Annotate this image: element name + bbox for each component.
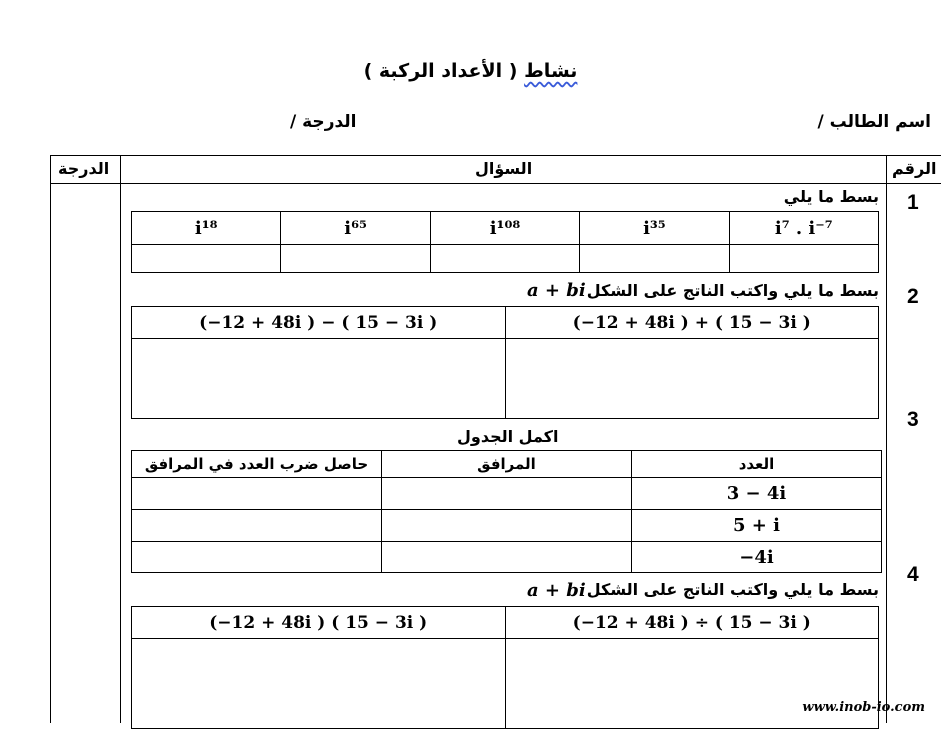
question-number-4: 4 [907,563,919,586]
student-name-label: اسم الطالب / [817,112,931,132]
q4-item-2: (−12 + 48i ) ( 15 − 3i ) [132,607,506,639]
title-activity-word: نشاط [524,60,578,82]
q3-header-number: العدد [632,451,882,478]
q3-table [131,450,882,573]
q3-header-result: حاصل ضرب العدد في المرافق [132,451,382,478]
q1-item-5: i¹⁸ [132,212,281,245]
question-number-2: 2 [907,285,919,308]
frame-number-divider [886,155,887,723]
q4-prompt: بسط ما يلي واكتب الناتج على الشكل [586,580,879,599]
q3-conjugate-cell[interactable] [382,542,632,573]
q4-form: a + bi [527,580,586,601]
q1-answer-cell[interactable] [430,245,579,273]
q3-number-1: 3 − 4i [632,478,882,510]
column-header-question: السؤال [475,159,533,178]
frame-left [50,155,51,723]
title-topic: ( الأعداد الركبة ) [363,60,525,82]
q1-item-4: i⁶⁵ [281,212,430,245]
grade-label: الدرجة / [290,112,357,132]
q2-table [131,306,879,419]
q3-conjugate-cell[interactable] [382,478,632,510]
page-title [0,60,941,82]
q1-answer-cell[interactable] [729,245,878,273]
q1-answer-cell[interactable] [132,245,281,273]
q4-table [131,606,879,729]
q4-answer-cell[interactable] [132,639,506,729]
q2-answer-cell[interactable] [132,339,506,419]
q3-result-cell[interactable] [132,510,382,542]
q1-prompt: بسط ما يلي [783,187,879,206]
q2-item-1: (−12 + 48i ) + ( 15 − 3i ) [505,307,879,339]
q1-table [131,211,879,273]
q4-item-1: (−12 + 48i ) ÷ ( 15 − 3i ) [505,607,879,639]
frame-top [50,155,941,156]
q2-answer-cell[interactable] [505,339,879,419]
q4-answer-cell[interactable] [505,639,879,729]
q2-form: a + bi [527,280,586,301]
q2-prompt: بسط ما يلي واكتب الناتج على الشكل [586,281,879,300]
q3-result-cell[interactable] [132,478,382,510]
q1-item-1: i⁷ . i⁻⁷ [729,212,878,245]
q3-number-3: −4i [632,542,882,573]
q3-conjugate-cell[interactable] [382,510,632,542]
column-header-grade: الدرجة [58,159,110,178]
column-header-number: الرقم [892,159,937,178]
q3-result-cell[interactable] [132,542,382,573]
frame-header-bottom [50,183,941,184]
q1-item-2: i³⁵ [580,212,729,245]
q2-item-2: (−12 + 48i ) − ( 15 − 3i ) [132,307,506,339]
q3-header-conjugate: المرافق [382,451,632,478]
q1-answer-cell[interactable] [281,245,430,273]
site-watermark: www.inob-io.com [802,700,925,715]
q1-answer-cell[interactable] [580,245,729,273]
q3-prompt: اكمل الجدول [457,427,559,446]
q3-number-2: 5 + i [632,510,882,542]
q1-item-3: i¹⁰⁸ [430,212,579,245]
question-number-1: 1 [907,191,919,214]
question-number-3: 3 [907,408,919,431]
frame-grade-divider [120,155,121,723]
